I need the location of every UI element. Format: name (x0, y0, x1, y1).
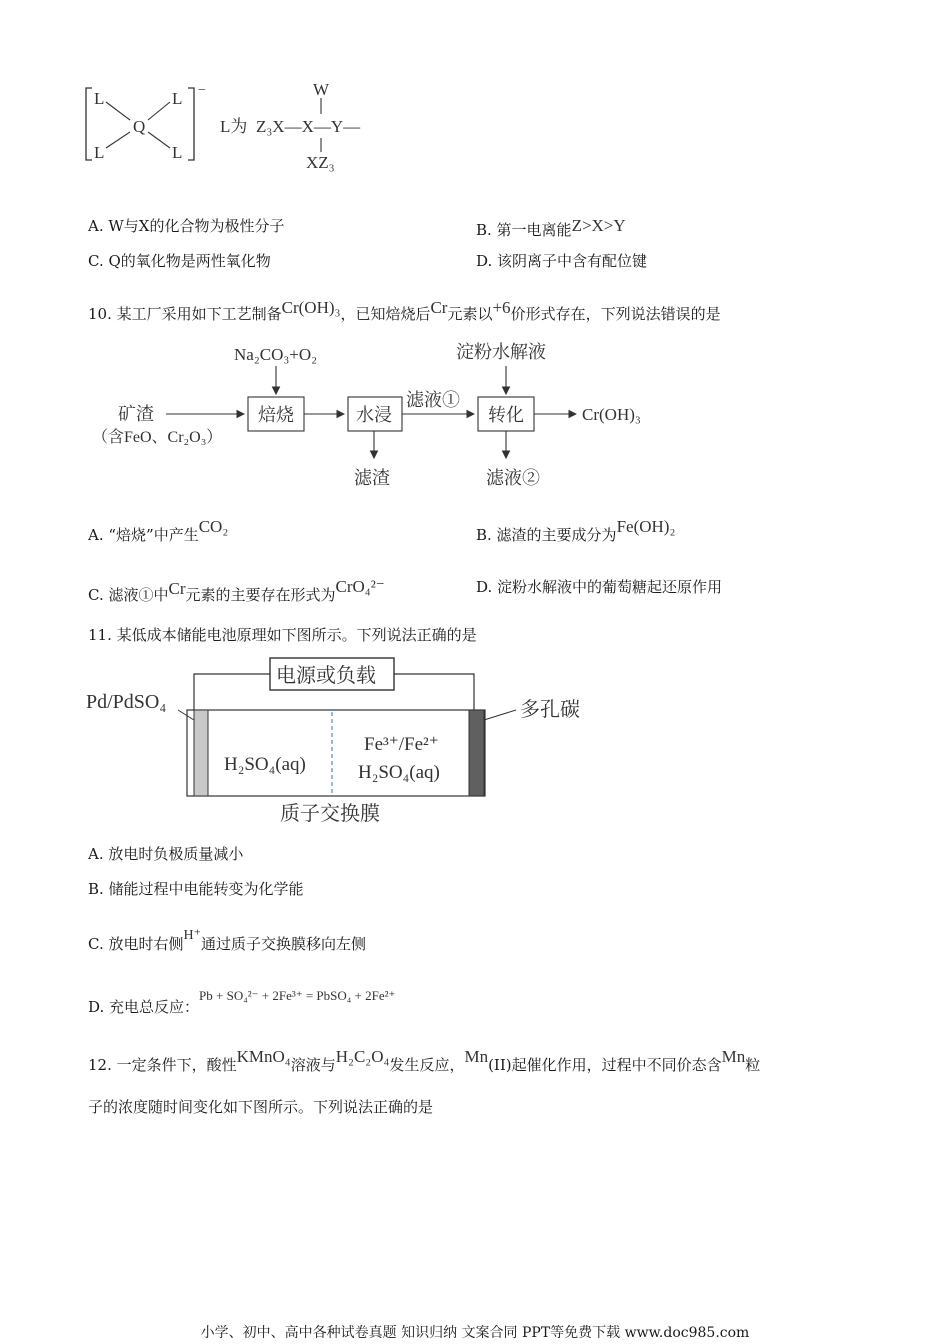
q10-option-b-formula: Fe(OH)₂ (616, 517, 676, 536)
flow-reagent2: 淀粉水解液 (456, 342, 546, 362)
q12-f3: Mn (464, 1047, 489, 1066)
q11-stem-text: 11. 某低成本储能电池原理如下图所示。下列说法正确的是 (88, 626, 477, 644)
q12-t5: 粒 (745, 1056, 761, 1074)
top-atom: W (313, 80, 330, 99)
q9-option-b-text: B. 第一电离能 (476, 221, 572, 239)
q11-option-b[interactable] (88, 879, 304, 899)
ligand-bottom-right: L (172, 143, 183, 162)
ligand-top-left: L (94, 89, 105, 108)
q11-option-d-text: D. 充电总反应： (88, 998, 200, 1016)
q11-battery-figure (84, 652, 604, 832)
flow-filtrate1: 滤液① (406, 390, 460, 410)
q10-option-d-text: D. 淀粉水解液中的葡萄糖起还原作用 (476, 578, 723, 596)
q11-stem (88, 625, 477, 645)
q9-option-d-text: D. 该阴离子中含有配位键 (476, 252, 648, 270)
q12-stem-line2 (88, 1097, 433, 1117)
flow-filtrate2: 滤液② (486, 468, 540, 488)
q10-stem-t3: 元素以 (447, 305, 493, 323)
q12-line2-text: 子的浓度随时间变化如下图所示。下列说法正确的是 (88, 1098, 434, 1116)
q11-option-c-text2: 通过质子交换膜移向左侧 (200, 935, 366, 953)
power-label: 电源或负载 (276, 665, 376, 687)
q12-t1: 12. 一定条件下，酸性 (88, 1056, 237, 1074)
q10-stem-f2: Cr (430, 298, 448, 317)
q10-option-a-formula: CO₂ (198, 517, 229, 536)
left-solution: H₂SO₄(aq) (224, 754, 306, 775)
q9-option-b[interactable] (476, 216, 626, 240)
q10-option-c[interactable] (88, 577, 385, 605)
q10-option-c-text1: C. 滤液①中 (88, 586, 169, 604)
q11-option-a[interactable] (88, 844, 243, 864)
right-solution1: Fe³⁺/Fe²⁺ (364, 734, 439, 755)
q10-option-a-text: A. “焙烧”中产生 (88, 526, 199, 544)
flow-step2: 水浸 (356, 405, 392, 425)
q11-option-a-text: A. 放电时负极质量减小 (88, 845, 244, 863)
q11-option-d-formula: Pb + SO₄²⁻ + 2Fe³⁺ = PbSO₄ + 2Fe²⁺ (199, 988, 396, 1003)
bottom-group: XZ₃ (306, 153, 335, 172)
q9-option-b-formula: Z>X>Y (571, 216, 626, 235)
complex-charge: − (198, 83, 206, 98)
q10-process-flow (90, 338, 690, 498)
ligand-definition-formula: Z₃X—X—Y— (256, 117, 361, 136)
q10-stem-f1: Cr(OH)₃ (281, 298, 341, 317)
flow-step3: 转化 (488, 405, 524, 425)
q10-stem-t4: 价形式存在，下列说法错误的是 (510, 305, 721, 323)
q9-complex-figure (80, 76, 420, 176)
right-solution2: H₂SO₄(aq) (358, 762, 440, 783)
q11-option-c-formula: H⁺ (183, 928, 201, 943)
q9-option-c-text: C. Q的氧化物是两性氧化物 (88, 252, 271, 270)
q10-option-c-text2: 元素的主要存在形式为 (185, 586, 336, 604)
q9-option-a-text: A. W与X的化合物为极性分子 (88, 217, 285, 235)
q10-option-b-text: B. 滤渣的主要成分为 (476, 526, 617, 544)
q10-stem-t1: 10. 某工厂采用如下工艺制备 (88, 305, 282, 323)
q10-option-b[interactable] (476, 517, 675, 545)
q9-option-d[interactable] (476, 251, 647, 271)
membrane-label: 质子交换膜 (280, 803, 380, 825)
q12-f2: H₂C₂O₄ (335, 1047, 390, 1066)
q10-stem-t2: ，已知焙烧后 (340, 305, 431, 323)
q10-option-c-formula2: CrO₄²⁻ (335, 577, 385, 596)
ligand-bottom-left: L (94, 143, 105, 162)
q12-t4: (II)起催化作用，过程中不同价态含 (488, 1056, 722, 1074)
q11-option-c-text1: C. 放电时右侧 (88, 935, 184, 953)
q12-t3: 发生反应， (389, 1056, 465, 1074)
ligand-top-right: L (172, 89, 183, 108)
left-electrode: Pd/PdSO₄ (86, 691, 167, 713)
q12-f1: KMnO₄ (236, 1047, 291, 1066)
q11-option-d[interactable] (88, 986, 395, 1017)
right-electrode: 多孔碳 (520, 699, 580, 721)
flow-reagent1: Na₂CO₃+O₂ (234, 345, 318, 364)
flow-step1: 焙烧 (258, 405, 294, 425)
center-atom: Q (133, 117, 146, 136)
q10-option-c-formula1: Cr (168, 579, 186, 598)
ligand-definition-prefix: L为 (220, 117, 248, 136)
q12-stem-line1 (88, 1047, 760, 1075)
q9-option-c[interactable] (88, 251, 271, 271)
q10-option-a[interactable] (88, 517, 228, 545)
page-footer: 小学、初中、高中各种试卷真题 知识归纳 文案合同 PPT等免费下载 www.doc985.com (200, 1325, 750, 1341)
q9-option-a[interactable] (88, 216, 284, 236)
flow-product: Cr(OH)₃ (582, 405, 641, 424)
q10-stem-f3: +6 (492, 298, 511, 317)
flow-residue: 滤渣 (354, 468, 390, 488)
q10-option-d[interactable] (476, 577, 722, 597)
q12-t2: 溶液与 (290, 1056, 336, 1074)
q11-option-c[interactable] (88, 926, 366, 954)
q10-stem (88, 298, 721, 324)
q11-option-b-text: B. 储能过程中电能转变为化学能 (88, 880, 304, 898)
q12-f4: Mn (721, 1047, 746, 1066)
flow-feed-note: （含FeO、Cr₂O₃） (92, 429, 223, 446)
flow-feed: 矿渣 (118, 404, 154, 424)
